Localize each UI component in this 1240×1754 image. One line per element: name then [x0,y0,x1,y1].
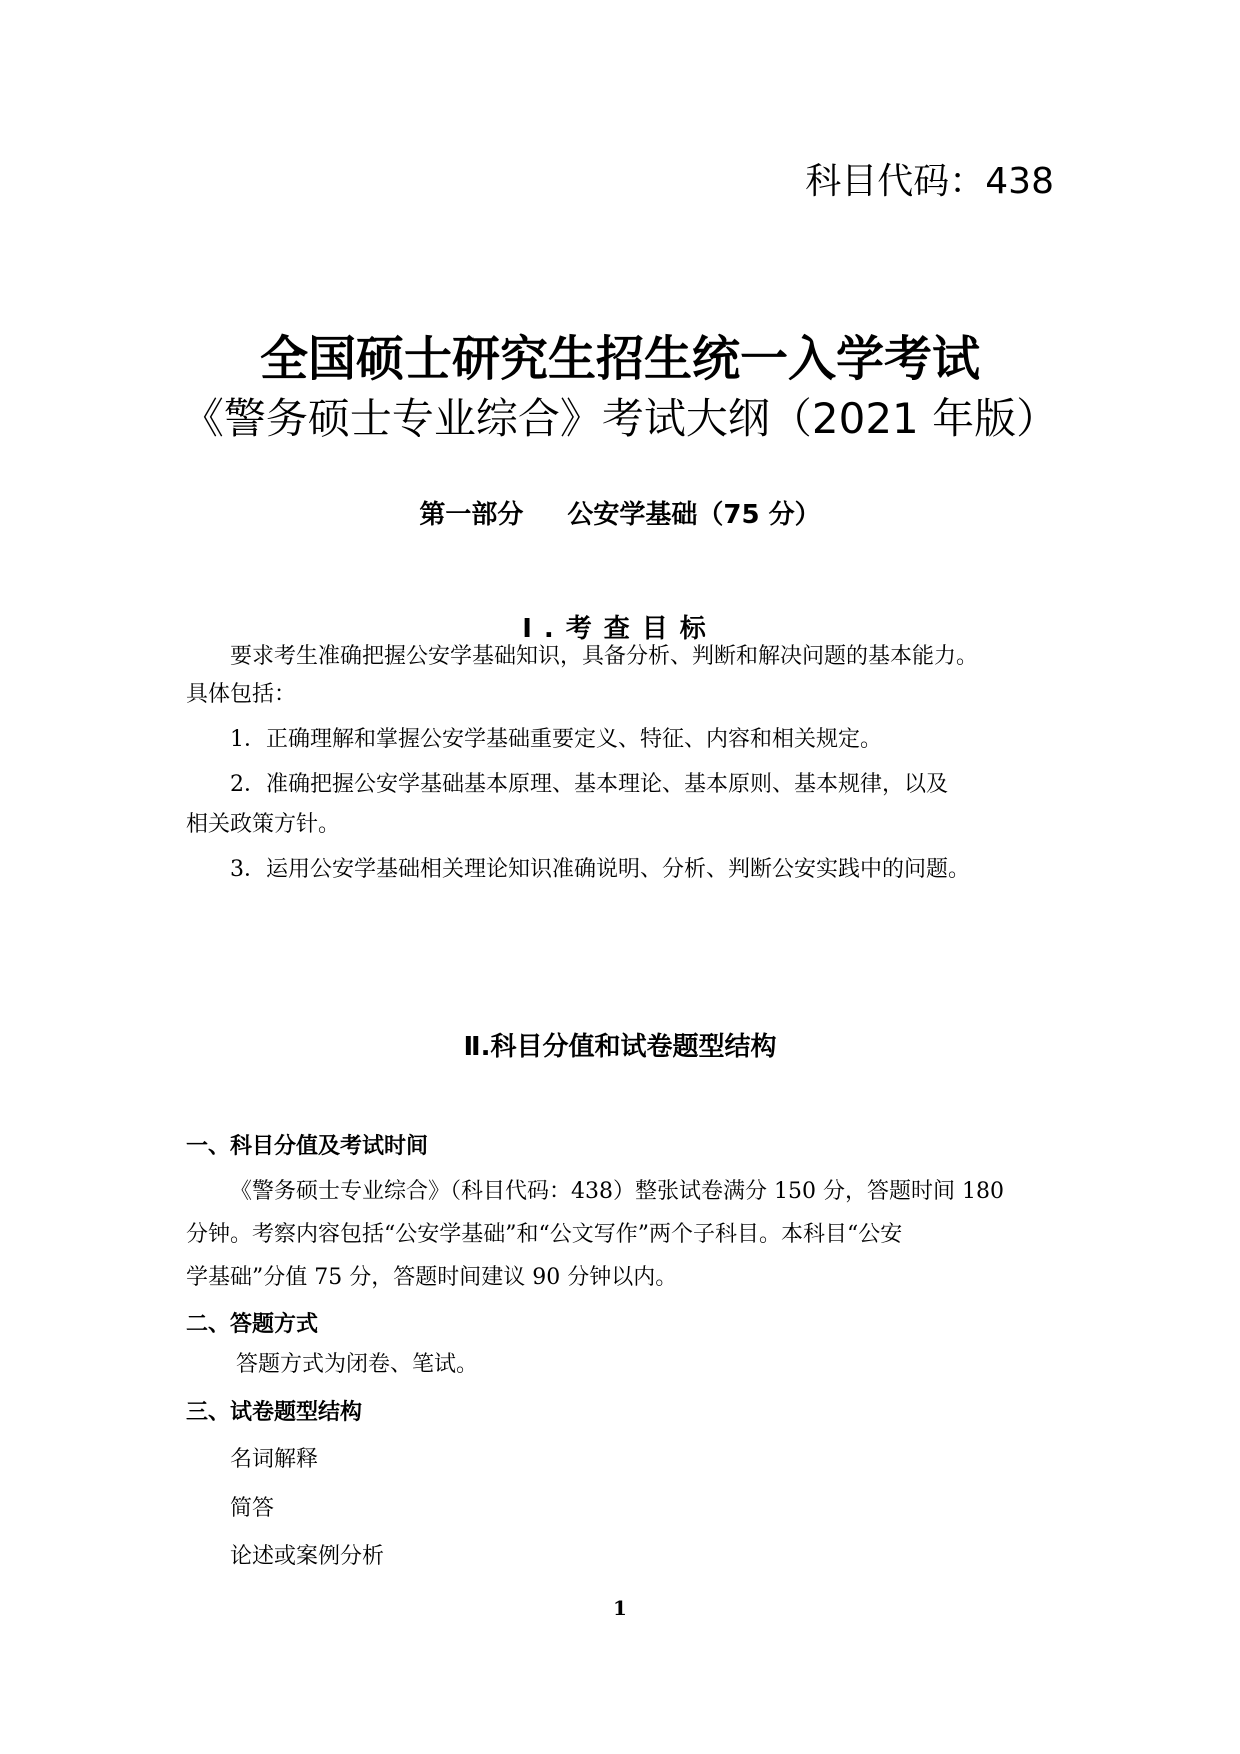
syllabus-title: 《警务硕士专业综合》考试大纲（2021 年版） [181,394,1059,443]
subheading-score-time: 一、科目分值及考试时间 [186,1134,429,1159]
score-time-line1: 《警务硕士专业综合》（科目代码：438）整张试卷满分 150 分，答题时间 180 [230,1179,1004,1204]
subheading-question-types: 三、试卷题型结构 [186,1400,363,1425]
subheading-answer-method: 二、答题方式 [186,1312,319,1337]
score-time-line3: 学基础”分值 75 分，答题时间建议 90 分钟以内。 [186,1265,678,1290]
subject-code: 科目代码：438 [805,161,1054,202]
objective-item-1: 1．正确理解和掌握公安学基础重要定义、特征、内容和相关规定。 [230,727,882,752]
exam-title: 全国硕士研究生招生统一入学考试 [259,331,980,387]
answer-method-text: 答题方式为闭卷、笔试。 [236,1352,479,1377]
section-heading-structure: Ⅱ.科目分值和试卷题型结构 [463,1032,777,1062]
page-number: 1 [613,1596,627,1620]
section-heading-objectives: Ⅰ.考查目标 [522,614,718,644]
objective-item-2-line1: 2．准确把握公安学基础基本原理、基本理论、基本原则、基本规律，以及 [230,772,948,797]
objectives-intro-line2: 具体包括： [186,682,297,707]
objectives-intro-line1: 要求考生准确把握公安学基础知识，具备分析、判断和解决问题的基本能力。 [230,644,979,669]
part-heading [0,498,1240,532]
question-type-item: 名词解释 [230,1447,319,1472]
question-type-item: 论述或案例分析 [230,1544,385,1569]
score-time-line2: 分钟。考察内容包括“公安学基础”和“公文写作”两个子科目。本科目“公安 [186,1222,903,1247]
objective-item-2-line2: 相关政策方针。 [186,812,341,837]
part-name: 第一部分 [419,500,524,530]
question-type-item: 简答 [230,1496,275,1521]
part-subject: 公安学基础（75 分） [567,500,821,530]
objective-item-3: 3．运用公安学基础相关理论知识准确说明、分析、判断公安实践中的问题。 [230,857,970,882]
